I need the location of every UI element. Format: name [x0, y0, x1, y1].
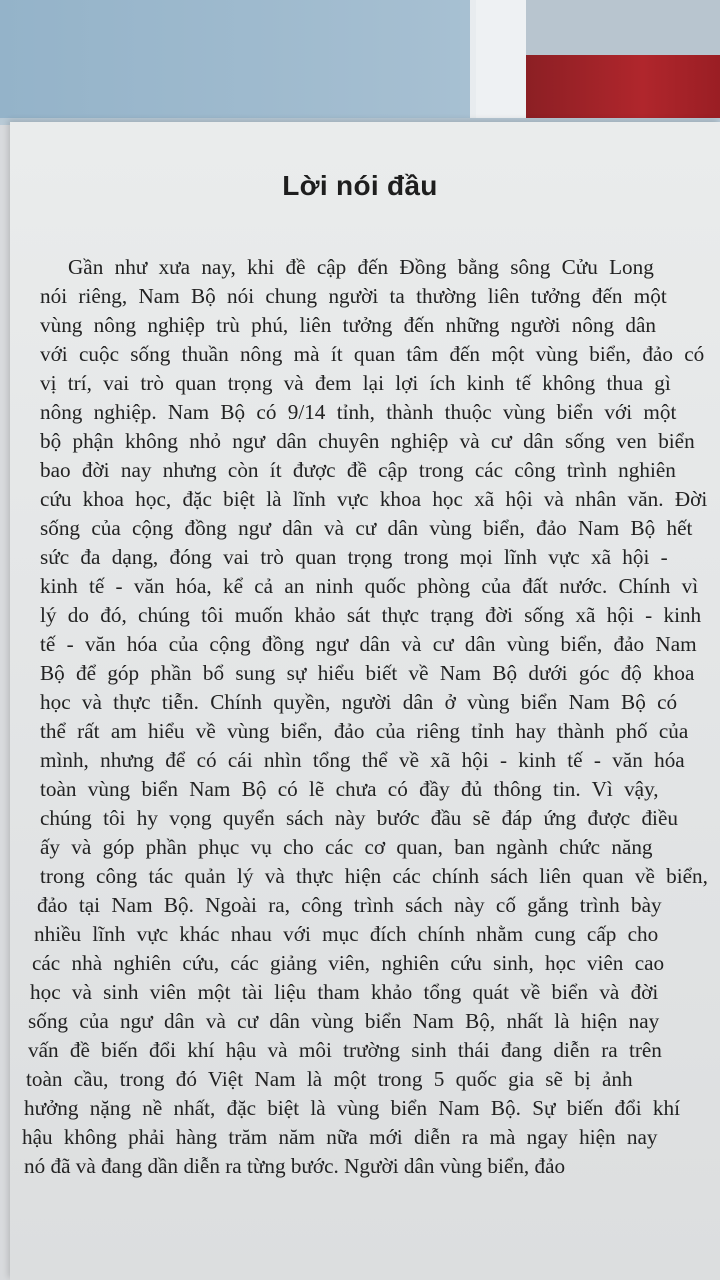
text-line: học và thực tiễn. Chính quyền, người dân ở vùng biển Nam Bộ có [40, 690, 678, 714]
text-line: ấy và góp phần phục vụ cho các cơ quan, ban ngành chức năng [40, 835, 653, 859]
page-title: Lời nói đầu [282, 170, 438, 201]
text-line: kinh tế - văn hóa, kể cả an ninh quốc phòng của đất nước. Chính vì [40, 574, 699, 598]
text-line: học và sinh viên một tài liệu tham khảo tổng quát về biển và đời [30, 980, 659, 1004]
text-line: nhiều lĩnh vực khác nhau với mục đích chính nhằm cung cấp cho [34, 922, 659, 946]
background-paper-edge [476, 0, 526, 118]
text-line: thể rất am hiểu về vùng biển, đảo của riêng tỉnh hay thành phố của [40, 719, 689, 743]
text-line: bộ phận không nhỏ ngư dân chuyên nghiệp và cư dân sống ven biển [40, 429, 695, 453]
body-paragraph [22, 253, 712, 1181]
text-line: hưởng nặng nề nhất, đặc biệt là vùng biển Nam Bộ. Sự biến đổi khí [24, 1096, 681, 1120]
text-line: sống của ngư dân và cư dân vùng biển Nam Bộ, nhất là hiện nay [28, 1009, 660, 1033]
text-line: nó đã và đang dần diễn ra từng bước. Người dân vùng biển, đảo [24, 1154, 566, 1178]
text-line: toàn cầu, trong đó Việt Nam là một trong 5 quốc gia sẽ bị ảnh [26, 1067, 633, 1091]
background-red-object [526, 55, 720, 118]
background-wall [526, 0, 720, 60]
text-line: các nhà nghiên cứu, các giảng viên, nghiên cứu sinh, học viên cao [32, 951, 665, 975]
text-line: nông nghiệp. Nam Bộ có 9/14 tỉnh, thành thuộc vùng biển với một [40, 400, 677, 424]
text-line: với cuộc sống thuần nông mà ít quan tâm đến một vùng biển, đảo có [40, 342, 705, 366]
text-line: chúng tôi hy vọng quyển sách này bước đầu sẽ đáp ứng được điều [40, 806, 678, 830]
text-line: sức đa dạng, đóng vai trò quan trọng trong mọi lĩnh vực xã hội - [40, 545, 668, 569]
text-line: sống của cộng đồng ngư dân và cư dân vùng biển, đảo Nam Bộ hết [40, 516, 693, 540]
text-line: đảo tại Nam Bộ. Ngoài ra, công trình sách này cố gắng trình bày [37, 893, 662, 917]
text-line: mình, nhưng để có cái nhìn tổng thể về xã hội - kinh tế - văn hóa [40, 748, 685, 772]
text-line: Bộ để góp phần bổ sung sự hiểu biết về Nam Bộ dưới góc độ khoa [40, 661, 695, 685]
background-card [0, 0, 476, 118]
text-line: cứu khoa học, đặc biệt là lĩnh vực khoa học xã hội và nhân văn. Đời [40, 487, 708, 511]
text-line: vùng nông nghiệp trù phú, liên tưởng đến những người nông dân [40, 313, 657, 337]
text-line: toàn vùng biển Nam Bộ có lẽ chưa có đầy đủ thông tin. Vì vậy, [40, 777, 659, 801]
text-line: hậu không phải hàng trăm năm nữa mới diễn ra mà ngay hiện nay [22, 1125, 658, 1149]
text-line: vị trí, vai trò quan trọng và đem lại lợi ích kinh tế không thua gì [40, 371, 671, 395]
text-line: nói riêng, Nam Bộ nói chung người ta thường liên tưởng đến một [40, 284, 667, 308]
text-line: vấn đề biến đổi khí hậu và môi trường sinh thái đang diễn ra trên [28, 1038, 662, 1062]
text-line: tế - văn hóa của cộng đồng ngư dân và cư dân vùng biển, đảo Nam [40, 632, 697, 656]
text-line: bao đời nay nhưng còn ít được đề cập trong các công trình nghiên [40, 458, 676, 482]
text-line: trong công tác quản lý và thực hiện các chính sách liên quan về biển, [40, 864, 708, 888]
text-line: lý do đó, chúng tôi muốn khảo sát thực trạng đời sống xã hội - kinh [40, 603, 702, 627]
text-line: Gần như xưa nay, khi đề cập đến Đồng bằng sông Cửu Long [68, 255, 654, 279]
